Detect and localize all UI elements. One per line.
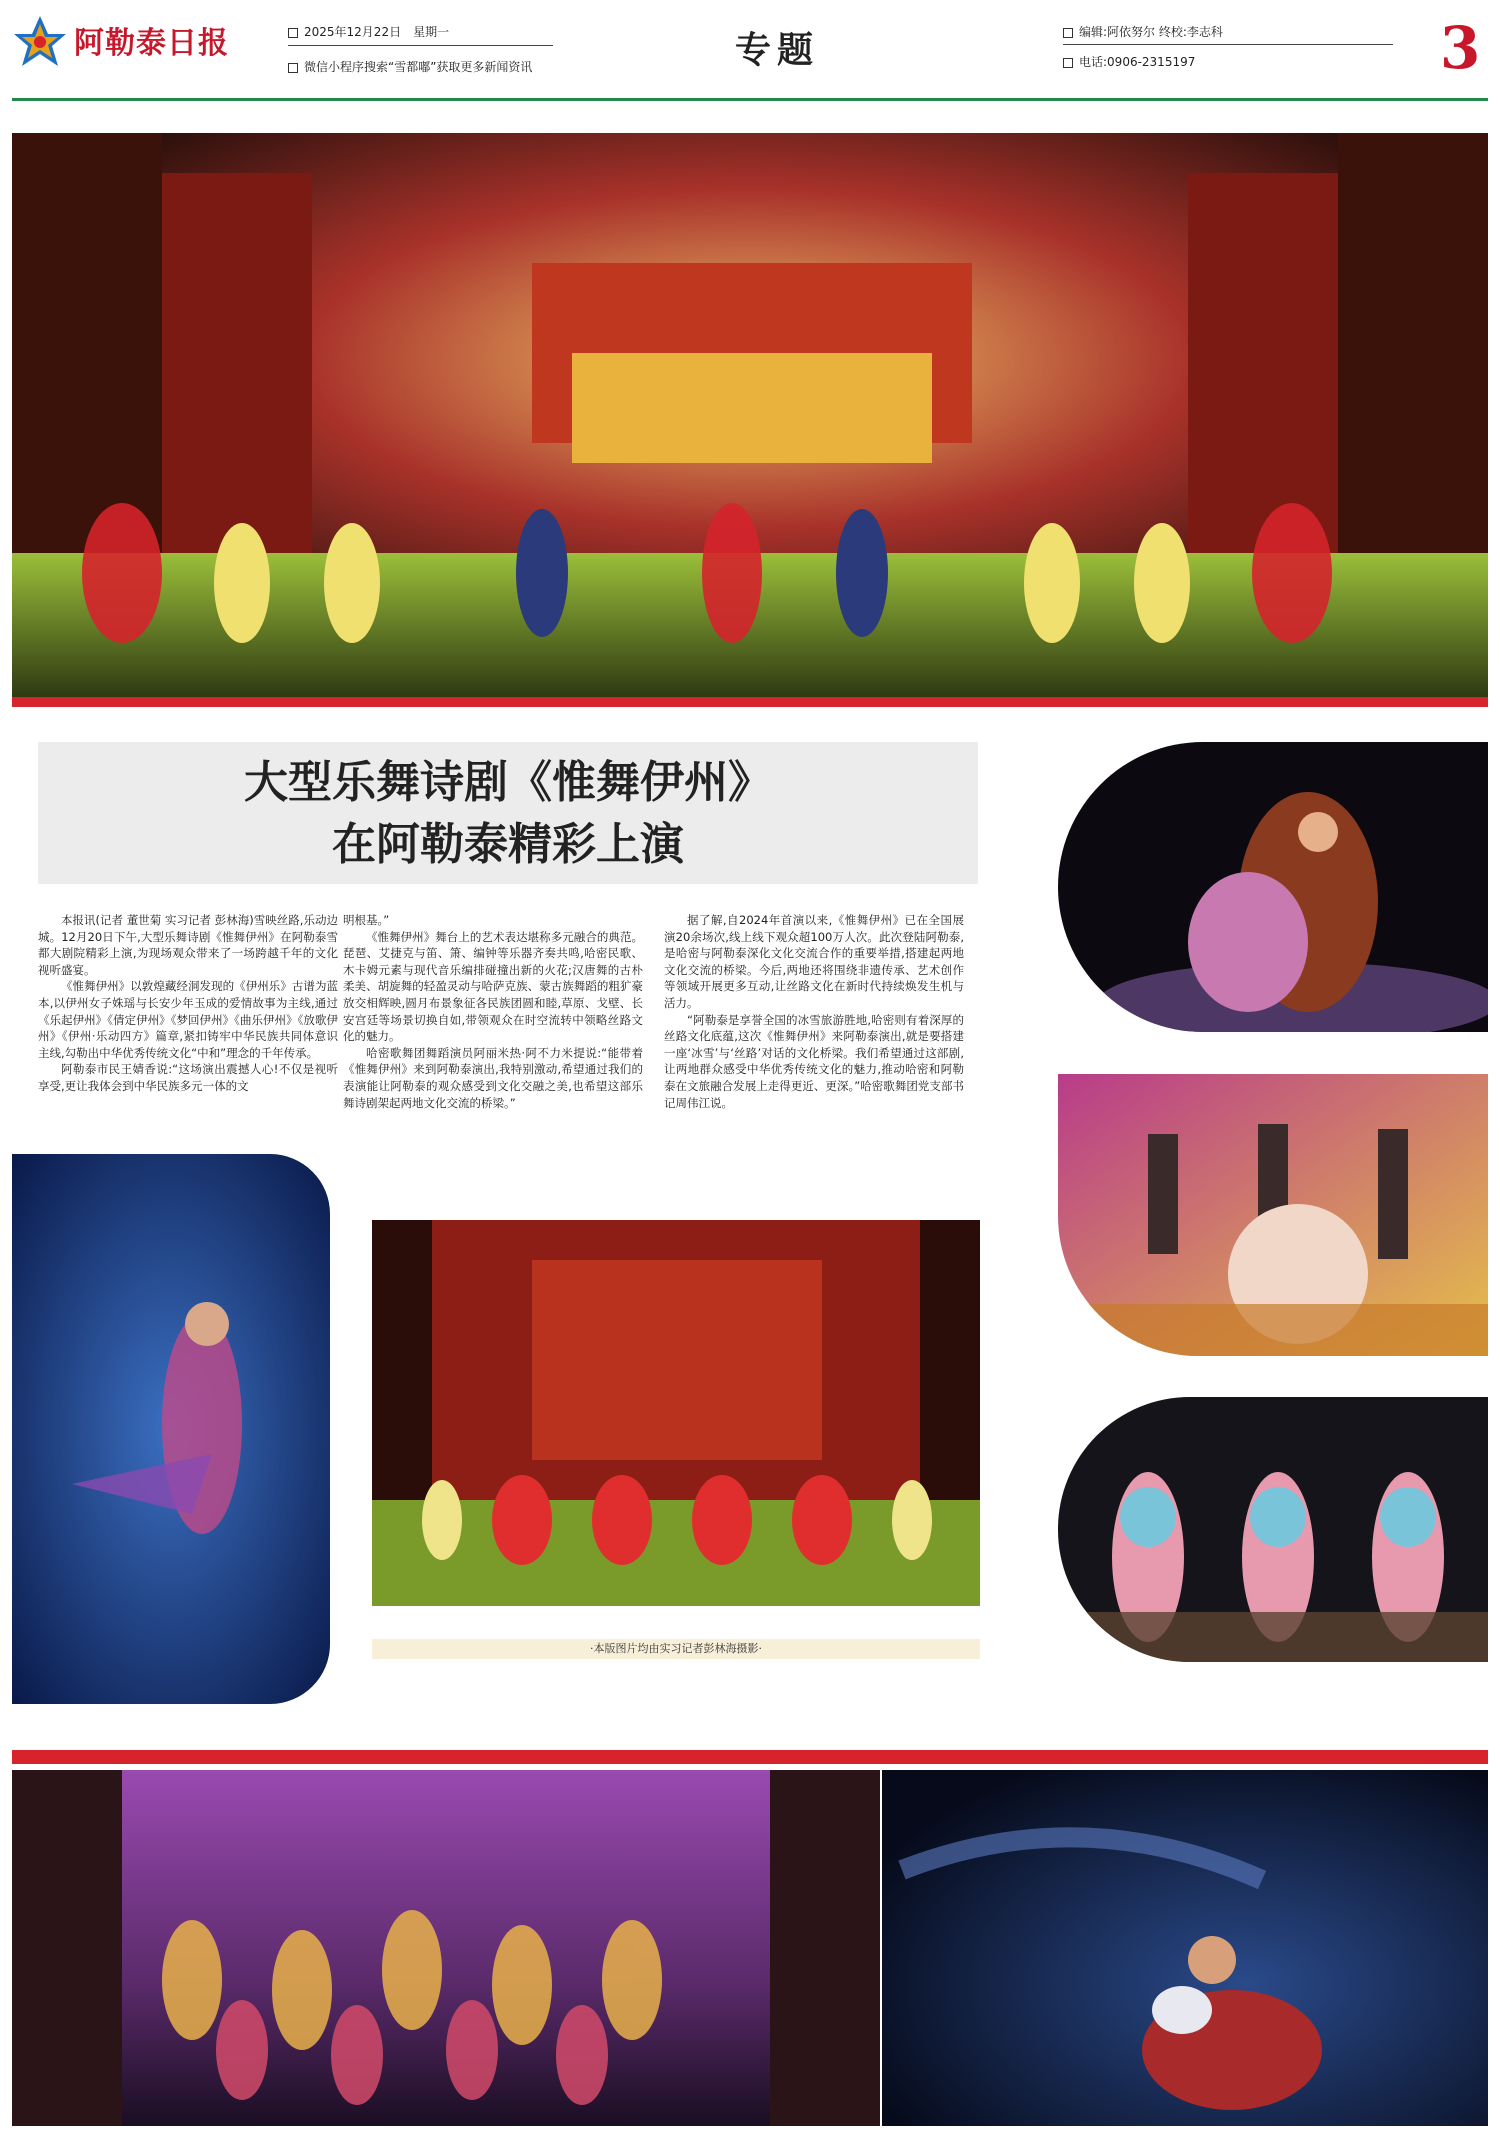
article-column-1 [38,912,338,1095]
red-band [12,697,1488,707]
page-number: 3 [1440,14,1481,82]
headline-box [38,742,978,884]
paragraph: 明根基。” [343,913,390,927]
header-divider [288,45,553,46]
paragraph: 《惟舞伊州》舞台上的艺术表达堪称多元融合的典范。琵琶、艾捷克与笛、箫、编钟等乐器齐奏共鸣,哈密民歌、木卡姆元素与现代音乐编排碰撞出新的火花;汉唐舞的古朴柔美、胡旋舞的轻盈灵动与哈萨克族、蒙古族舞蹈的粗犷豪放交相辉映,圆月布景象征各民族团圆和睦,草原、戈壁、长安宫廷等场景切换自如,带领观众在时空流转中领略丝路文化的魅力。 [343,929,643,1044]
newspaper-name: 阿勒泰日报 [74,26,229,61]
headline-line-1: 大型乐舞诗剧《惟舞伊州》 [244,757,772,808]
section-title: 专题 [735,29,820,71]
editor-credit-text: 编辑:阿依努尔 终校:李志科 [1079,25,1223,39]
newspaper-logo-icon [12,14,68,70]
paragraph: 据了解,自2024年首演以来,《惟舞伊州》已在全国展演20余场次,线上线下观众超100万人次。此次登陆阿勒泰,是哈密与阿勒泰深化文化交流合作的重要举措,搭建起两地文化交流的桥梁。今后,两地还将围绕非遗传承、艺术创作等领域开展更多互动,让丝路文化在新时代持续焕发生机与活力。 [664,913,964,1010]
solo-dancer-photo [12,1154,330,1704]
paragraph: “阿勒泰是享誉全国的冰雪旅游胜地,哈密则有着深厚的丝路文化底蕴,这次《惟舞伊州》来阿勒泰演出,就是要搭建一座‘冰雪’与‘丝路’对话的文化桥梁。我们希望通过这部剧,让两地群众感受中华优秀传统文化的魅力,推动哈密和阿勒泰在文旅融合发展上走得更近、更深。”哈密歌舞团党支部书记周伟江说。 [664,1012,964,1110]
hero-stage-photo [12,133,1488,697]
ensemble-scene-photo [1058,1074,1488,1356]
finale-ensemble-photo [12,1770,880,2126]
checkbox-icon [1063,28,1073,38]
issue-date-text: 2025年12月22日 星期一 [304,25,450,39]
red-band [12,1750,1488,1764]
wechat-promo-text: 微信小程序搜索“雪都嘟”获取更多新闻资讯 [304,60,533,74]
duet-dance-photo [1058,742,1488,1032]
headline [38,742,978,876]
checkbox-icon [1063,58,1073,68]
wechat-promo [288,58,532,75]
article-column-3 [664,912,964,1111]
paragraph: 哈密歌舞团舞蹈演员阿丽米热·阿不力米提说:“能带着《惟舞伊州》来到阿勒泰演出,我特别激动,希望通过我们的表演能让阿勒泰的观众感受到文化交融之美,也希望这部乐舞诗剧架起两地文化交流的桥梁。” [343,1045,643,1110]
paragraph: 《惟舞伊州》以敦煌藏经洞发现的《伊州乐》古谱为蓝本,以伊州女子姝瑶与长安少年玉成的爱情故事为主线,通过《乐起伊州》《倩定伊州》《梦回伊州》《曲乐伊州》《放歌伊州》《伊州·乐动四方》篇章,紧扣铸牢中华民族共同体意识主线,勾勒出中华优秀传统文化“中和”理念的千年传承。 [38,979,338,1060]
paragraph: 阿勒泰市民王婧香说:“这场演出震撼人心!不仅是视听享受,更让我体会到中华民族多元一体的文 [38,1062,338,1093]
header-rule [12,98,1488,101]
kneeling-dancer-photo [882,1770,1488,2126]
header-divider [1063,44,1393,45]
editor-credit [1063,23,1223,40]
phone-line-text: 电话:0906-2315197 [1079,55,1196,69]
center-stage-photo [372,1220,980,1606]
three-dancers-photo [1058,1397,1488,1662]
photo-caption: ·本版图片均由实习记者彭林海摄影· [372,1639,980,1659]
checkbox-icon [288,28,298,38]
checkbox-icon [288,63,298,73]
phone-line [1063,53,1195,70]
article-column-2 [343,912,643,1111]
headline-line-2: 在阿勒泰精彩上演 [332,819,684,870]
issue-date [288,23,449,40]
paragraph: 本报讯(记者 董世菊 实习记者 彭林海)雪映丝路,乐动边城。12月20日下午,大型乐舞诗剧《惟舞伊州》在阿勒泰雪都大剧院精彩上演,为现场观众带来了一场跨越千年的文化视听盛宴。 [38,913,338,977]
